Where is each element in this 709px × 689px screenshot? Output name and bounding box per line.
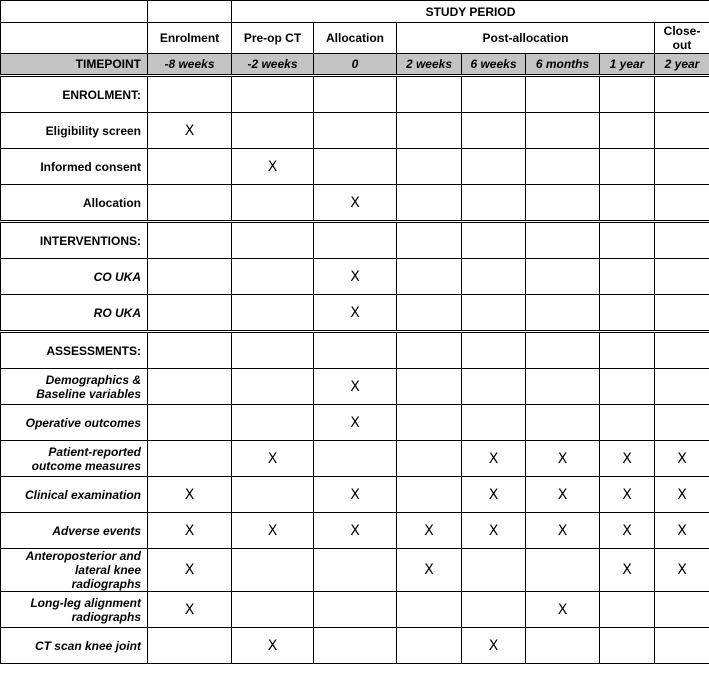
timepoint-value: 1 year <box>600 54 655 76</box>
timepoint-label: TIMEPOINT <box>1 54 148 76</box>
schedule-mark: X <box>526 477 600 513</box>
row-label: CT scan knee joint <box>1 628 148 664</box>
schedule-mark <box>526 113 600 149</box>
schedule-mark <box>232 592 314 628</box>
empty-cell <box>526 76 600 113</box>
schedule-mark <box>397 592 462 628</box>
schedule-mark <box>655 149 709 185</box>
schedule-mark <box>600 405 655 441</box>
schedule-mark: X <box>314 185 397 222</box>
schedule-mark: X <box>232 628 314 664</box>
schedule-mark <box>232 259 314 295</box>
section-title: ASSESSMENTS: <box>1 332 148 369</box>
schedule-mark <box>232 185 314 222</box>
schedule-mark <box>397 369 462 405</box>
schedule-mark: X <box>655 477 709 513</box>
schedule-mark <box>148 369 232 405</box>
empty-cell <box>232 332 314 369</box>
schedule-mark <box>462 369 526 405</box>
empty-cell <box>314 76 397 113</box>
schedule-mark <box>462 259 526 295</box>
schedule-mark: X <box>462 628 526 664</box>
schedule-mark <box>232 405 314 441</box>
row-label: Allocation <box>1 185 148 222</box>
blank-cell <box>148 1 232 23</box>
timepoint-row <box>1 54 709 76</box>
empty-cell <box>232 222 314 259</box>
schedule-mark <box>397 259 462 295</box>
schedule-mark <box>314 592 397 628</box>
phase-enrolment: Enrolment <box>148 23 232 54</box>
row-label: Adverse events <box>1 513 148 549</box>
row-label: Demographics & Baseline variables <box>1 369 148 405</box>
empty-cell <box>600 76 655 113</box>
schedule-mark <box>148 441 232 477</box>
schedule-mark <box>526 549 600 592</box>
section-title: ENROLMENT: <box>1 76 148 113</box>
row-label: Anteroposterior and lateral knee radiographs <box>1 549 148 592</box>
row-label: Informed consent <box>1 149 148 185</box>
schedule-mark <box>526 628 600 664</box>
timepoint-value: 0 <box>314 54 397 76</box>
table-row <box>1 592 709 628</box>
schedule-mark <box>148 295 232 332</box>
schedule-mark <box>600 149 655 185</box>
empty-cell <box>655 332 709 369</box>
schedule-mark <box>397 628 462 664</box>
row-label: CO UKA <box>1 259 148 295</box>
schedule-mark <box>148 149 232 185</box>
empty-cell <box>397 222 462 259</box>
schedule-mark: X <box>397 513 462 549</box>
empty-cell <box>148 332 232 369</box>
schedule-mark <box>232 477 314 513</box>
schedule-mark: X <box>314 369 397 405</box>
empty-cell <box>462 332 526 369</box>
schedule-mark <box>232 113 314 149</box>
schedule-mark: X <box>526 513 600 549</box>
phase-post-allocation: Post-allocation <box>397 23 655 54</box>
schedule-mark <box>655 185 709 222</box>
schedule-mark <box>314 441 397 477</box>
timepoint-value: -2 weeks <box>232 54 314 76</box>
schedule-mark <box>600 295 655 332</box>
empty-cell <box>526 222 600 259</box>
schedule-mark <box>397 295 462 332</box>
empty-cell <box>314 222 397 259</box>
schedule-mark <box>600 113 655 149</box>
schedule-mark <box>526 405 600 441</box>
schedule-mark <box>655 295 709 332</box>
schedule-mark <box>314 113 397 149</box>
table-row <box>1 441 709 477</box>
schedule-mark: X <box>314 405 397 441</box>
schedule-mark <box>397 113 462 149</box>
schedule-mark <box>397 441 462 477</box>
table-row <box>1 295 709 332</box>
schedule-mark <box>600 259 655 295</box>
schedule-mark <box>526 295 600 332</box>
schedule-mark: X <box>148 592 232 628</box>
empty-cell <box>462 222 526 259</box>
empty-cell <box>600 332 655 369</box>
empty-cell <box>148 76 232 113</box>
table-row <box>1 549 709 592</box>
schedule-mark <box>600 369 655 405</box>
schedule-mark: X <box>314 295 397 332</box>
schedule-mark <box>655 259 709 295</box>
schedule-mark: X <box>148 113 232 149</box>
phase-closeout: Close-out <box>655 23 709 54</box>
schedule-mark <box>232 549 314 592</box>
row-label: Eligibility screen <box>1 113 148 149</box>
timepoint-value: 6 weeks <box>462 54 526 76</box>
schedule-mark <box>462 295 526 332</box>
schedule-mark: X <box>600 477 655 513</box>
corner-cell <box>1 23 148 54</box>
schedule-mark <box>655 592 709 628</box>
schedule-mark: X <box>232 441 314 477</box>
phase-row <box>1 23 709 54</box>
study-period-row <box>1 1 709 23</box>
schedule-mark <box>462 185 526 222</box>
schedule-mark: X <box>600 441 655 477</box>
section-title: INTERVENTIONS: <box>1 222 148 259</box>
schedule-mark <box>600 185 655 222</box>
schedule-mark: X <box>655 513 709 549</box>
schedule-mark <box>462 592 526 628</box>
schedule-mark <box>526 149 600 185</box>
timepoint-value: 6 months <box>526 54 600 76</box>
schedule-mark: X <box>148 477 232 513</box>
schedule-mark <box>655 628 709 664</box>
schedule-mark <box>232 369 314 405</box>
schedule-mark <box>148 259 232 295</box>
schedule-mark: X <box>600 513 655 549</box>
schedule-mark: X <box>232 149 314 185</box>
schedule-mark: X <box>462 441 526 477</box>
table-row <box>1 477 709 513</box>
schedule-mark <box>462 405 526 441</box>
empty-cell <box>526 332 600 369</box>
schedule-mark: X <box>314 513 397 549</box>
schedule-mark: X <box>397 549 462 592</box>
section-row-assessments <box>1 332 709 369</box>
timepoint-value: 2 year <box>655 54 709 76</box>
schedule-mark <box>397 149 462 185</box>
schedule-mark: X <box>655 441 709 477</box>
schedule-mark: X <box>462 477 526 513</box>
schedule-mark <box>462 549 526 592</box>
table-row <box>1 405 709 441</box>
row-label: RO UKA <box>1 295 148 332</box>
schedule-mark <box>600 628 655 664</box>
phase-allocation: Allocation <box>314 23 397 54</box>
schedule-mark <box>232 295 314 332</box>
empty-cell <box>462 76 526 113</box>
schedule-mark <box>314 628 397 664</box>
table-row <box>1 628 709 664</box>
schedule-mark: X <box>232 513 314 549</box>
table-row <box>1 113 709 149</box>
table-row <box>1 369 709 405</box>
row-label: Clinical examination <box>1 477 148 513</box>
schedule-mark: X <box>148 513 232 549</box>
schedule-mark <box>397 185 462 222</box>
study-period-header: STUDY PERIOD <box>232 1 709 23</box>
section-row-interventions <box>1 222 709 259</box>
schedule-mark <box>600 592 655 628</box>
schedule-mark <box>148 405 232 441</box>
schedule-mark <box>462 149 526 185</box>
schedule-mark <box>526 185 600 222</box>
schedule-mark <box>148 185 232 222</box>
schedule-mark <box>397 477 462 513</box>
timepoint-value: 2 weeks <box>397 54 462 76</box>
schedule-mark <box>526 259 600 295</box>
row-label: Patient-reported outcome measures <box>1 441 148 477</box>
corner-cell <box>1 1 148 23</box>
schedule-mark: X <box>526 592 600 628</box>
empty-cell <box>232 76 314 113</box>
timepoint-value: -8 weeks <box>148 54 232 76</box>
schedule-mark: X <box>314 477 397 513</box>
schedule-mark <box>314 549 397 592</box>
schedule-mark <box>397 405 462 441</box>
empty-cell <box>397 332 462 369</box>
schedule-mark <box>148 628 232 664</box>
empty-cell <box>397 76 462 113</box>
schedule-mark <box>314 149 397 185</box>
phase-preop-ct: Pre-op CT <box>232 23 314 54</box>
row-label: Operative outcomes <box>1 405 148 441</box>
section-row-enrolment <box>1 76 709 113</box>
schedule-mark: X <box>148 549 232 592</box>
schedule-mark: X <box>462 513 526 549</box>
empty-cell <box>655 222 709 259</box>
schedule-mark <box>655 113 709 149</box>
empty-cell <box>655 76 709 113</box>
schedule-mark <box>655 369 709 405</box>
schedule-mark <box>526 369 600 405</box>
empty-cell <box>314 332 397 369</box>
table-row <box>1 185 709 222</box>
schedule-mark <box>462 113 526 149</box>
table-row <box>1 513 709 549</box>
table-row <box>1 259 709 295</box>
schedule-mark: X <box>526 441 600 477</box>
schedule-mark: X <box>600 549 655 592</box>
schedule-mark <box>655 405 709 441</box>
schedule-mark: X <box>655 549 709 592</box>
table-row <box>1 149 709 185</box>
row-label: Long-leg alignment radiographs <box>1 592 148 628</box>
schedule-mark: X <box>314 259 397 295</box>
empty-cell <box>600 222 655 259</box>
empty-cell <box>148 222 232 259</box>
